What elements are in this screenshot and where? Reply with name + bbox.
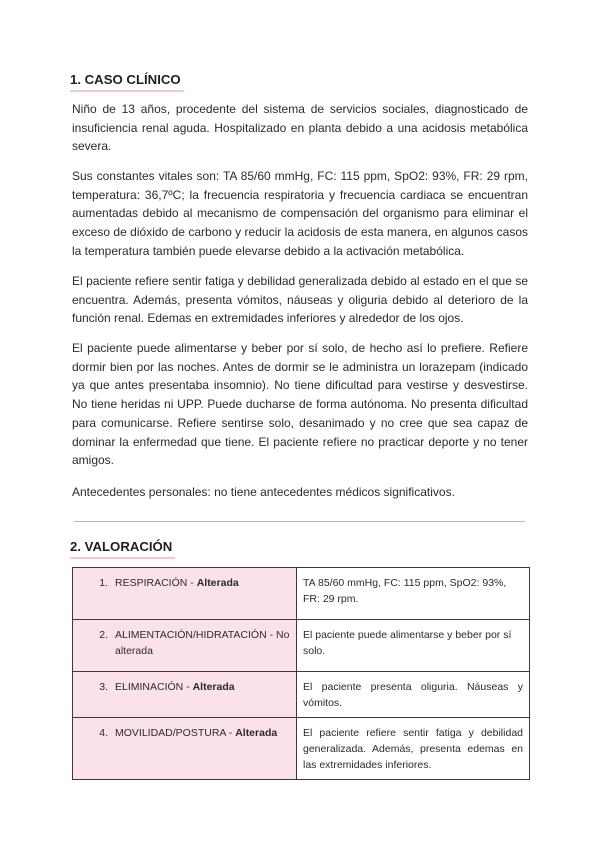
need-label: ALIMENTACIÓN/HIDRATACIÓN - <box>115 629 277 641</box>
need-number: 4. <box>99 727 108 739</box>
need-label: MOVILIDAD/POSTURA - <box>115 727 236 739</box>
table-row <box>73 620 530 672</box>
need-cell <box>73 718 297 780</box>
need-number: 2. <box>99 629 108 641</box>
need-description: TA 85/60 mmHg, FC: 115 ppm, SpO2: 93%, FR: 29 rpm. <box>297 568 530 620</box>
need-description: El paciente refiere sentir fatiga y debilidad generalizada. Además, presenta edemas en las extremidades inferiores. <box>297 718 530 780</box>
paragraph-symptoms: El paciente refiere sentir fatiga y debilidad generalizada debido al estado en el que se encuentra. Además, presenta vómitos, náuseas y oliguria debido al deterioro de la función renal. Edemas en extremidades inferiores y alrededor de los ojos. <box>72 274 528 326</box>
table-row <box>73 568 530 620</box>
need-description: El paciente presenta oliguria. Náuseas y vómitos. <box>297 672 530 718</box>
paragraph-background: Antecedentes personales: no tiene antecedentes médicos significativos. <box>72 485 455 499</box>
section-divider <box>74 521 525 522</box>
need-status: Alterada <box>235 727 278 739</box>
need-number: 1. <box>99 577 108 589</box>
need-label-wrap <box>115 679 290 695</box>
table-row <box>73 672 530 718</box>
need-label: RESPIRACIÓN - <box>115 577 197 589</box>
assessment-table <box>72 567 530 780</box>
need-cell <box>73 620 297 672</box>
need-cell <box>73 672 297 718</box>
paragraph-vital-signs: Sus constantes vitales son: TA 85/60 mmHg, FC: 115 ppm, SpO2: 93%, FR: 29 rpm, temperatura: 36,7ºC; la frecuencia respiratoria y frecuencia cardiaca se encuentran aumentadas debido al mecanismo de compensación del organismo para eliminar el exceso de dióxido de carbono y reducir la acidosis de esta manera, en algunos casos la temperatura también puede elevarse debido a la activación metabólica. <box>72 169 528 258</box>
need-label-wrap <box>115 627 290 659</box>
need-status: No alterada <box>115 629 290 657</box>
paragraph-autonomy: El paciente puede alimentarse y beber por sí solo, de hecho así lo prefiere. Refiere dormir bien por las noches. Antes de dormir se le administra un lorazepam (indicado ya que antes presentaba insomnio). No tiene dificultad para vestirse y desvestirse. No tiene heridas ni UPP. Puede ducharse de forma autónoma. No presenta dificultad para comunicarse. Refiere sentirse solo, desanimado y no cree que sea capaz de dominar la enfermedad que tiene. El paciente refiere no practicar deporte y no tener amigos. <box>72 341 528 468</box>
need-label-wrap <box>115 575 290 591</box>
table-row <box>73 718 530 780</box>
need-cell <box>73 568 297 620</box>
section-title-valoracion: 2. VALORACIÓN <box>70 539 175 559</box>
section-title-caso-clinico: 1. CASO CLÍNICO <box>70 72 184 92</box>
need-status: Alterada <box>196 577 239 589</box>
paragraph-patient-summary: Niño de 13 años, procedente del sistema de servicios sociales, diagnosticado de insuficiencia renal aguda. Hospitalizado en planta debido a una acidosis metabólica severa. <box>72 102 528 154</box>
need-status: Alterada <box>192 681 235 693</box>
need-number: 3. <box>99 681 108 693</box>
need-label: ELIMINACIÓN - <box>115 681 193 693</box>
need-label-wrap <box>115 725 290 741</box>
need-description: El paciente puede alimentarse y beber por sí solo. <box>297 620 530 672</box>
